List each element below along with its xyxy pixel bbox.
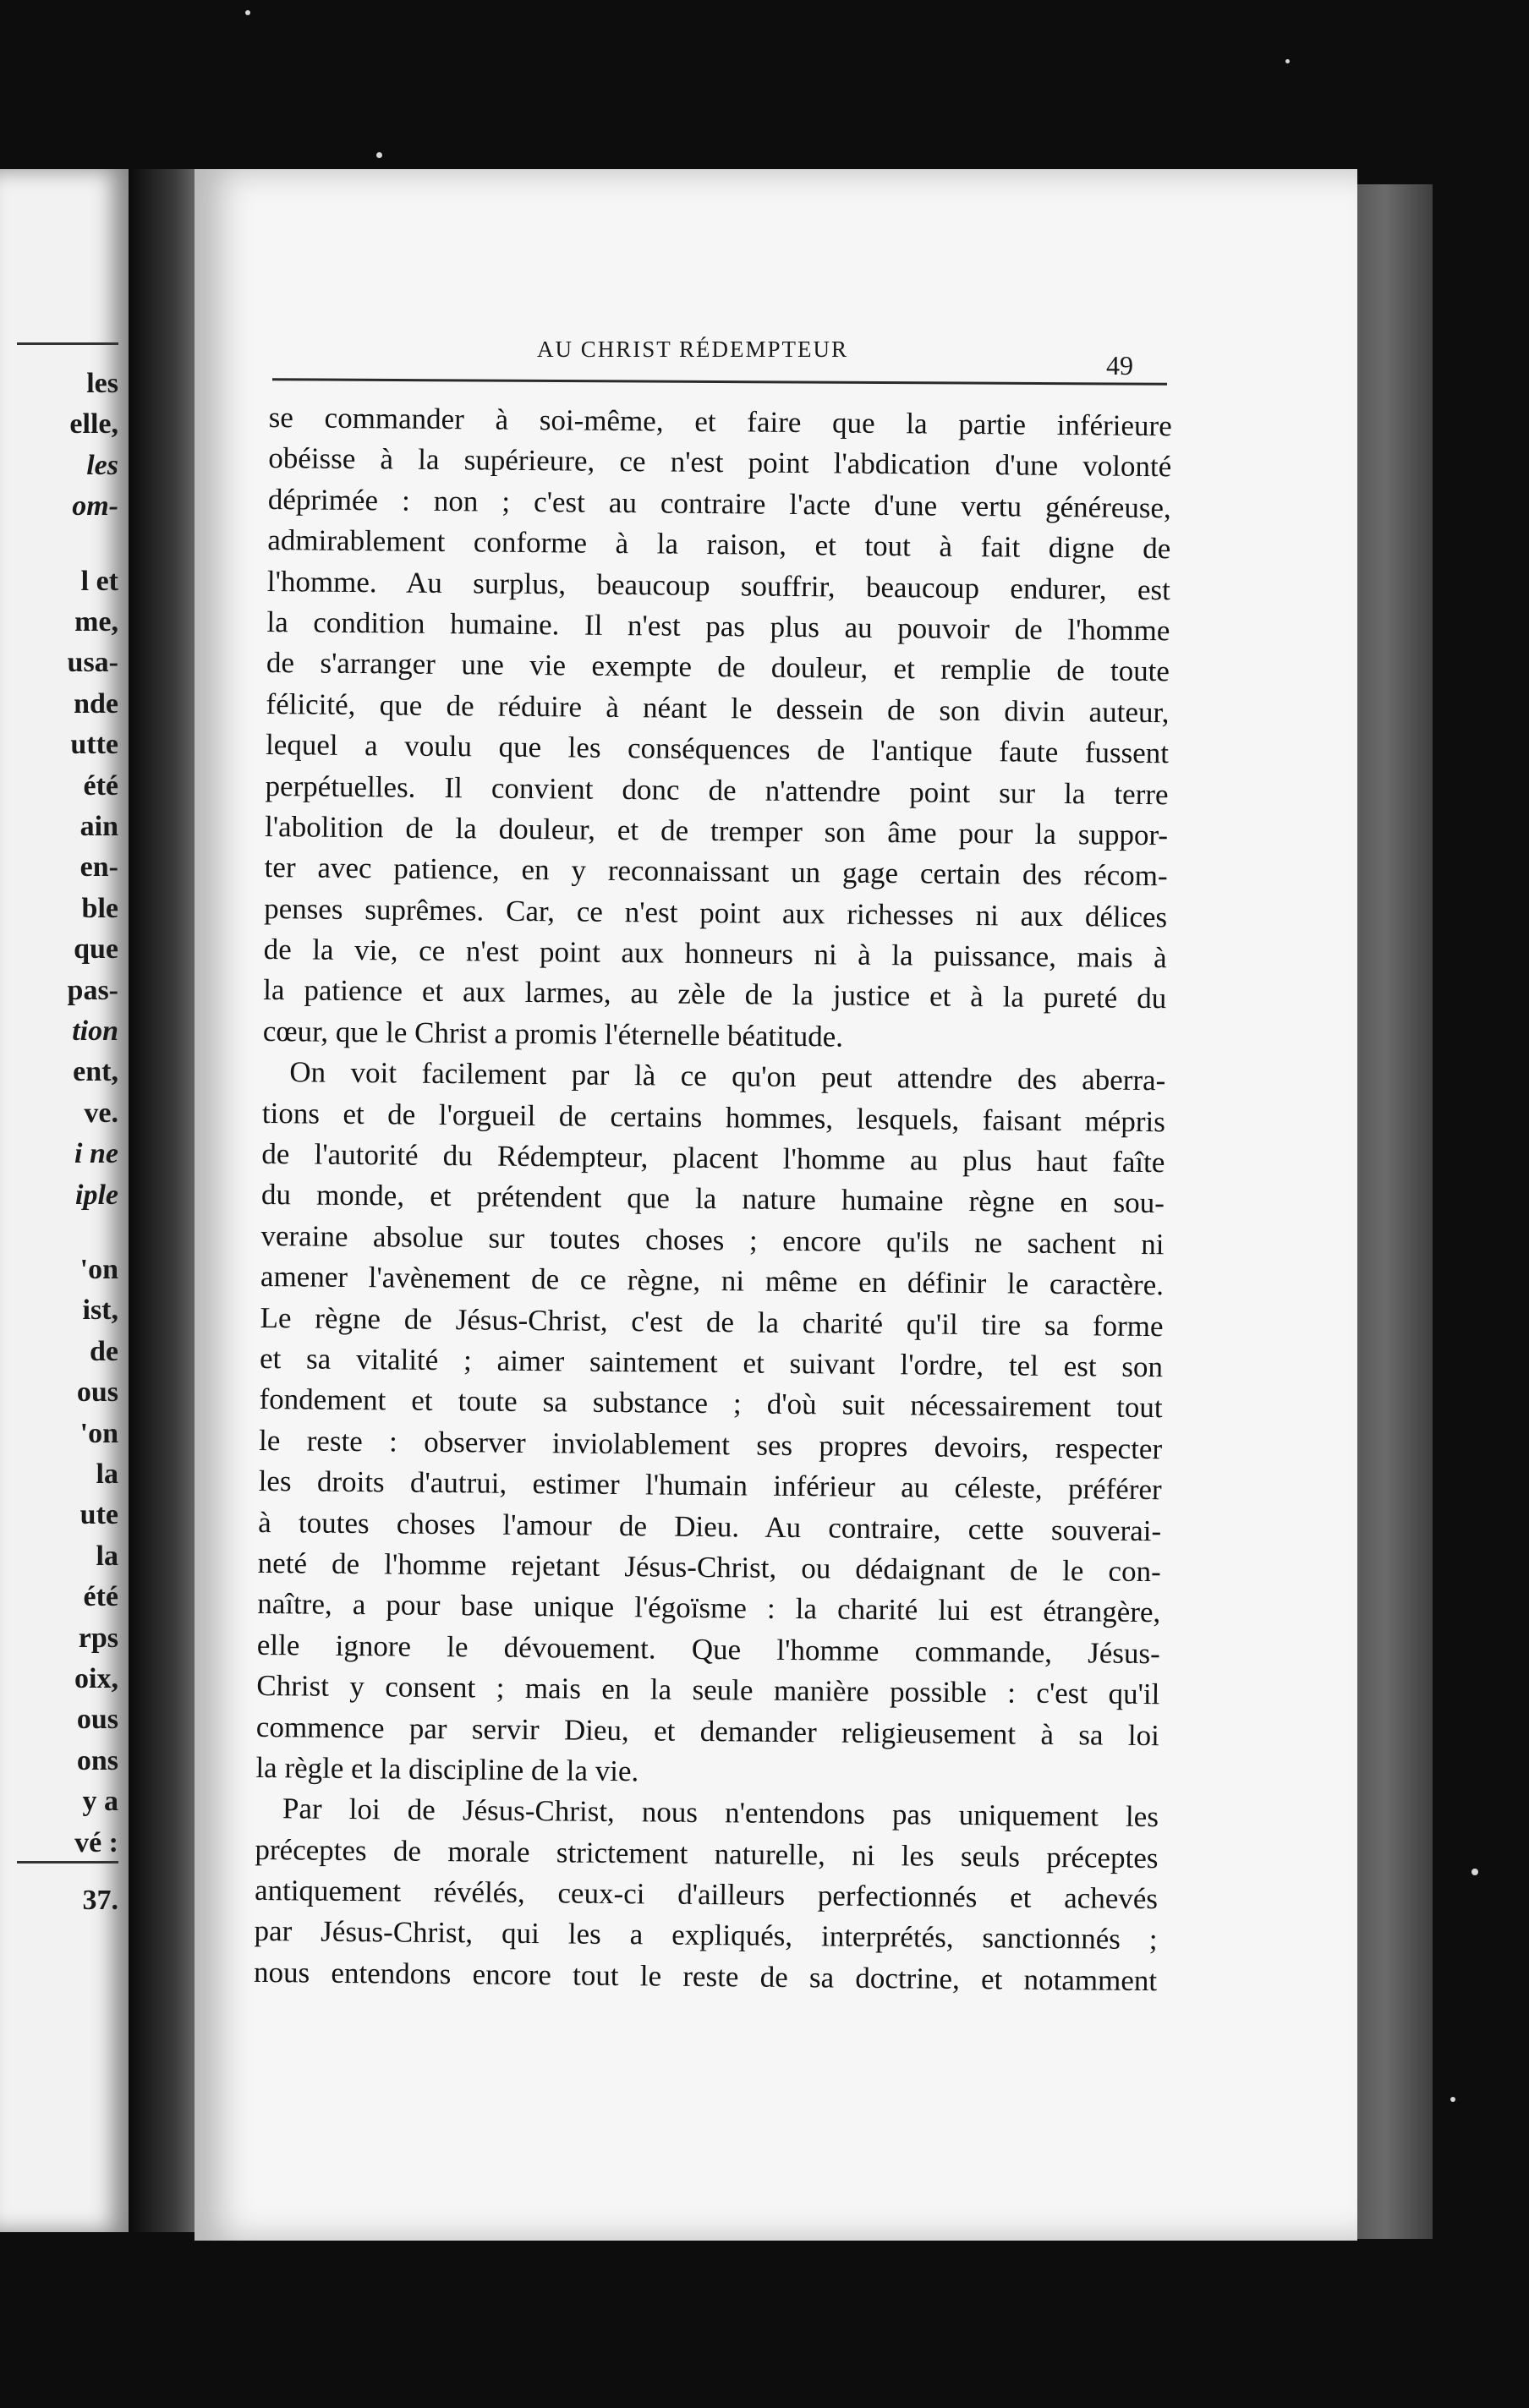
left-page-fragment: en- <box>79 851 118 884</box>
text-line: du monde, et prétendent que la nature humaine règne en sou- <box>260 1178 1165 1220</box>
left-page-fragment: ute <box>79 1499 118 1531</box>
left-page-fragment: les <box>86 368 118 399</box>
left-page-fragment: nde <box>74 687 118 720</box>
left-page-fragment: la <box>96 1540 118 1572</box>
left-page-fragment: rps <box>78 1622 118 1654</box>
text-line: veraine absolue sur toutes choses ; encore qu'ils ne sachent ni <box>260 1218 1165 1261</box>
text-line: fondement et toute sa substance ; d'où suit nécessairement tout <box>259 1382 1163 1425</box>
text-line: Le règne de Jésus-Christ, c'est de la charité qu'il tire sa forme <box>260 1300 1164 1343</box>
text-line: naître, a pour base unique l'égoïsme : la charité lui est étrangère, <box>257 1587 1161 1629</box>
text-line: neté de l'homme rejetant Jésus-Christ, ou dédaignant de le con- <box>257 1546 1161 1589</box>
text-line: Par loi de Jésus-Christ, nous n'entendons pas uniquement les <box>282 1792 1159 1834</box>
dust-speck <box>376 152 382 158</box>
book-gutter-shadow <box>129 169 205 2232</box>
left-page-fragment: la <box>96 1458 118 1490</box>
text-line: la patience et aux larmes, au zèle de la justice et à la pureté du <box>263 973 1167 1015</box>
text-line: félicité, que de réduire à néant le dessein de son divin auteur, <box>266 687 1170 729</box>
text-line: le reste : observer inviolablement ses propres devoirs, respecter <box>258 1423 1163 1465</box>
text-line: nous entendons encore tout le reste de sa doctrine, et notamment <box>253 1955 1158 1998</box>
page-block-edge <box>1353 184 1433 2239</box>
header-rule <box>272 378 1167 386</box>
left-page-fragment: usa- <box>67 647 118 679</box>
left-page-fragment: été <box>83 1581 118 1613</box>
text-line: l'abolition de la douleur, et de tremper son âme pour la suppor- <box>264 809 1169 852</box>
text-line: les droits d'autrui, estimer l'humain inférieur au céleste, préférer <box>258 1464 1162 1507</box>
body-text <box>254 397 1172 2001</box>
text-line: de la vie, ce n'est point aux honneurs ni à la puissance, mais à <box>263 933 1167 975</box>
text-line: déprimée : non ; c'est au contraire l'acte d'une vertu généreuse, <box>267 482 1171 525</box>
text-line: commence par servir Dieu, et demander religieusement à sa loi <box>255 1710 1160 1752</box>
left-page-fragment: 37. <box>82 1885 118 1916</box>
text-line: ter avec patience, en y reconnaissant un gage certain des récom- <box>264 851 1168 893</box>
book-page <box>195 169 1357 2241</box>
text-line: On voit facilement par là ce qu'on peut attendre des aberra- <box>289 1055 1166 1097</box>
left-page-fragment: me, <box>74 606 118 638</box>
text-line: cœur, que le Christ a promis l'éternelle béatitude. <box>262 1014 844 1054</box>
text-line: la condition humaine. Il n'est pas plus au pouvoir de l'homme <box>266 605 1170 648</box>
left-page-fragment: i ne <box>74 1138 118 1170</box>
text-line: se commander à soi-même, et faire que la partie inférieure <box>268 400 1172 443</box>
text-line: amener l'avènement de ce règne, ni même en définir le caractère. <box>260 1260 1165 1302</box>
left-page-fragment: l et <box>80 565 118 597</box>
text-line: obéisse à la supérieure, ce n'est point l'abdication d'une volonté <box>268 441 1172 484</box>
text-line: la règle et la discipline de la vie. <box>255 1750 639 1788</box>
running-head: AU CHRIST RÉDEMPTEUR <box>537 337 849 362</box>
text-line: à toutes choses l'amour de Dieu. Au contraire, cette souverai- <box>258 1505 1162 1547</box>
text-line: et sa vitalité ; aimer saintement et suivant l'ordre, tel est son <box>259 1341 1164 1384</box>
page-number: 49 <box>1106 350 1133 380</box>
left-facing-page <box>0 169 129 2232</box>
left-page-fragment: ain <box>79 811 118 842</box>
dust-speck <box>1285 59 1290 63</box>
left-page-fragment: tion <box>72 1015 118 1047</box>
text-line: antiquement révélés, ceux-ci d'ailleurs perfectionnés et achevés <box>254 1873 1159 1916</box>
left-page-fragment: vé : <box>74 1826 118 1858</box>
left-page-rule <box>17 1861 118 1863</box>
text-line: Christ y consent ; mais en la seule manière possible : c'est qu'il <box>256 1669 1160 1711</box>
left-page-rule <box>17 342 118 345</box>
text-line: lequel a voulu que les conséquences de l'antique faute fussent <box>265 728 1170 770</box>
left-page-fragment: ve. <box>84 1097 118 1129</box>
left-page-fragment: 'on <box>79 1417 118 1449</box>
left-page-fragment: ist, <box>82 1294 118 1327</box>
dust-speck <box>1471 1869 1478 1875</box>
left-page-fragment: ent, <box>73 1056 118 1088</box>
dust-speck <box>245 10 250 15</box>
text-line: de s'arranger une vie exempte de douleur, et remplie de toute <box>266 646 1170 688</box>
dust-speck <box>1450 2097 1455 2102</box>
left-page-fragment: ous <box>76 1704 118 1736</box>
text-line: elle ignore le dévouement. Que l'homme commande, Jésus- <box>256 1628 1160 1670</box>
left-page-fragment: elle, <box>69 408 118 441</box>
left-page-fragment: om- <box>72 490 118 523</box>
left-page-fragment: ons <box>76 1744 118 1776</box>
left-page-fragment: été <box>83 769 118 802</box>
left-page-fragment: les <box>86 449 118 481</box>
text-line: admirablement conforme à la raison, et tout à fait digne de <box>267 523 1171 566</box>
left-page-fragment: que <box>74 933 118 966</box>
left-page-fragment: de <box>90 1335 118 1367</box>
text-line: préceptes de morale strictement naturelle, ni les seuls préceptes <box>255 1832 1159 1874</box>
left-page-fragment: ous <box>76 1376 118 1409</box>
text-line: penses suprêmes. Car, ce n'est point aux richesses ni aux délices <box>264 891 1168 933</box>
left-page-fragment: 'on <box>79 1254 118 1285</box>
left-page-fragment: oix, <box>74 1663 118 1694</box>
text-line: par Jésus-Christ, qui les a expliqués, interprétés, sanctionnés ; <box>254 1914 1158 1956</box>
left-page-fragment: ble <box>81 892 118 924</box>
text-line: l'homme. Au surplus, beaucoup souffrir, beaucoup endurer, est <box>266 564 1171 606</box>
text-line: perpétuelles. Il convient donc de n'attendre point sur la terre <box>265 769 1169 811</box>
text-line: tions et de l'orgueil de certains hommes, lesquels, faisant mépris <box>261 1096 1166 1138</box>
left-page-fragment: utte <box>70 729 118 761</box>
left-page-fragment: pas- <box>67 974 118 1006</box>
left-page-fragment: y a <box>82 1786 118 1818</box>
left-page-fragment: iple <box>75 1179 118 1211</box>
text-line: de l'autorité du Rédempteur, placent l'homme au plus haut faîte <box>261 1136 1165 1179</box>
